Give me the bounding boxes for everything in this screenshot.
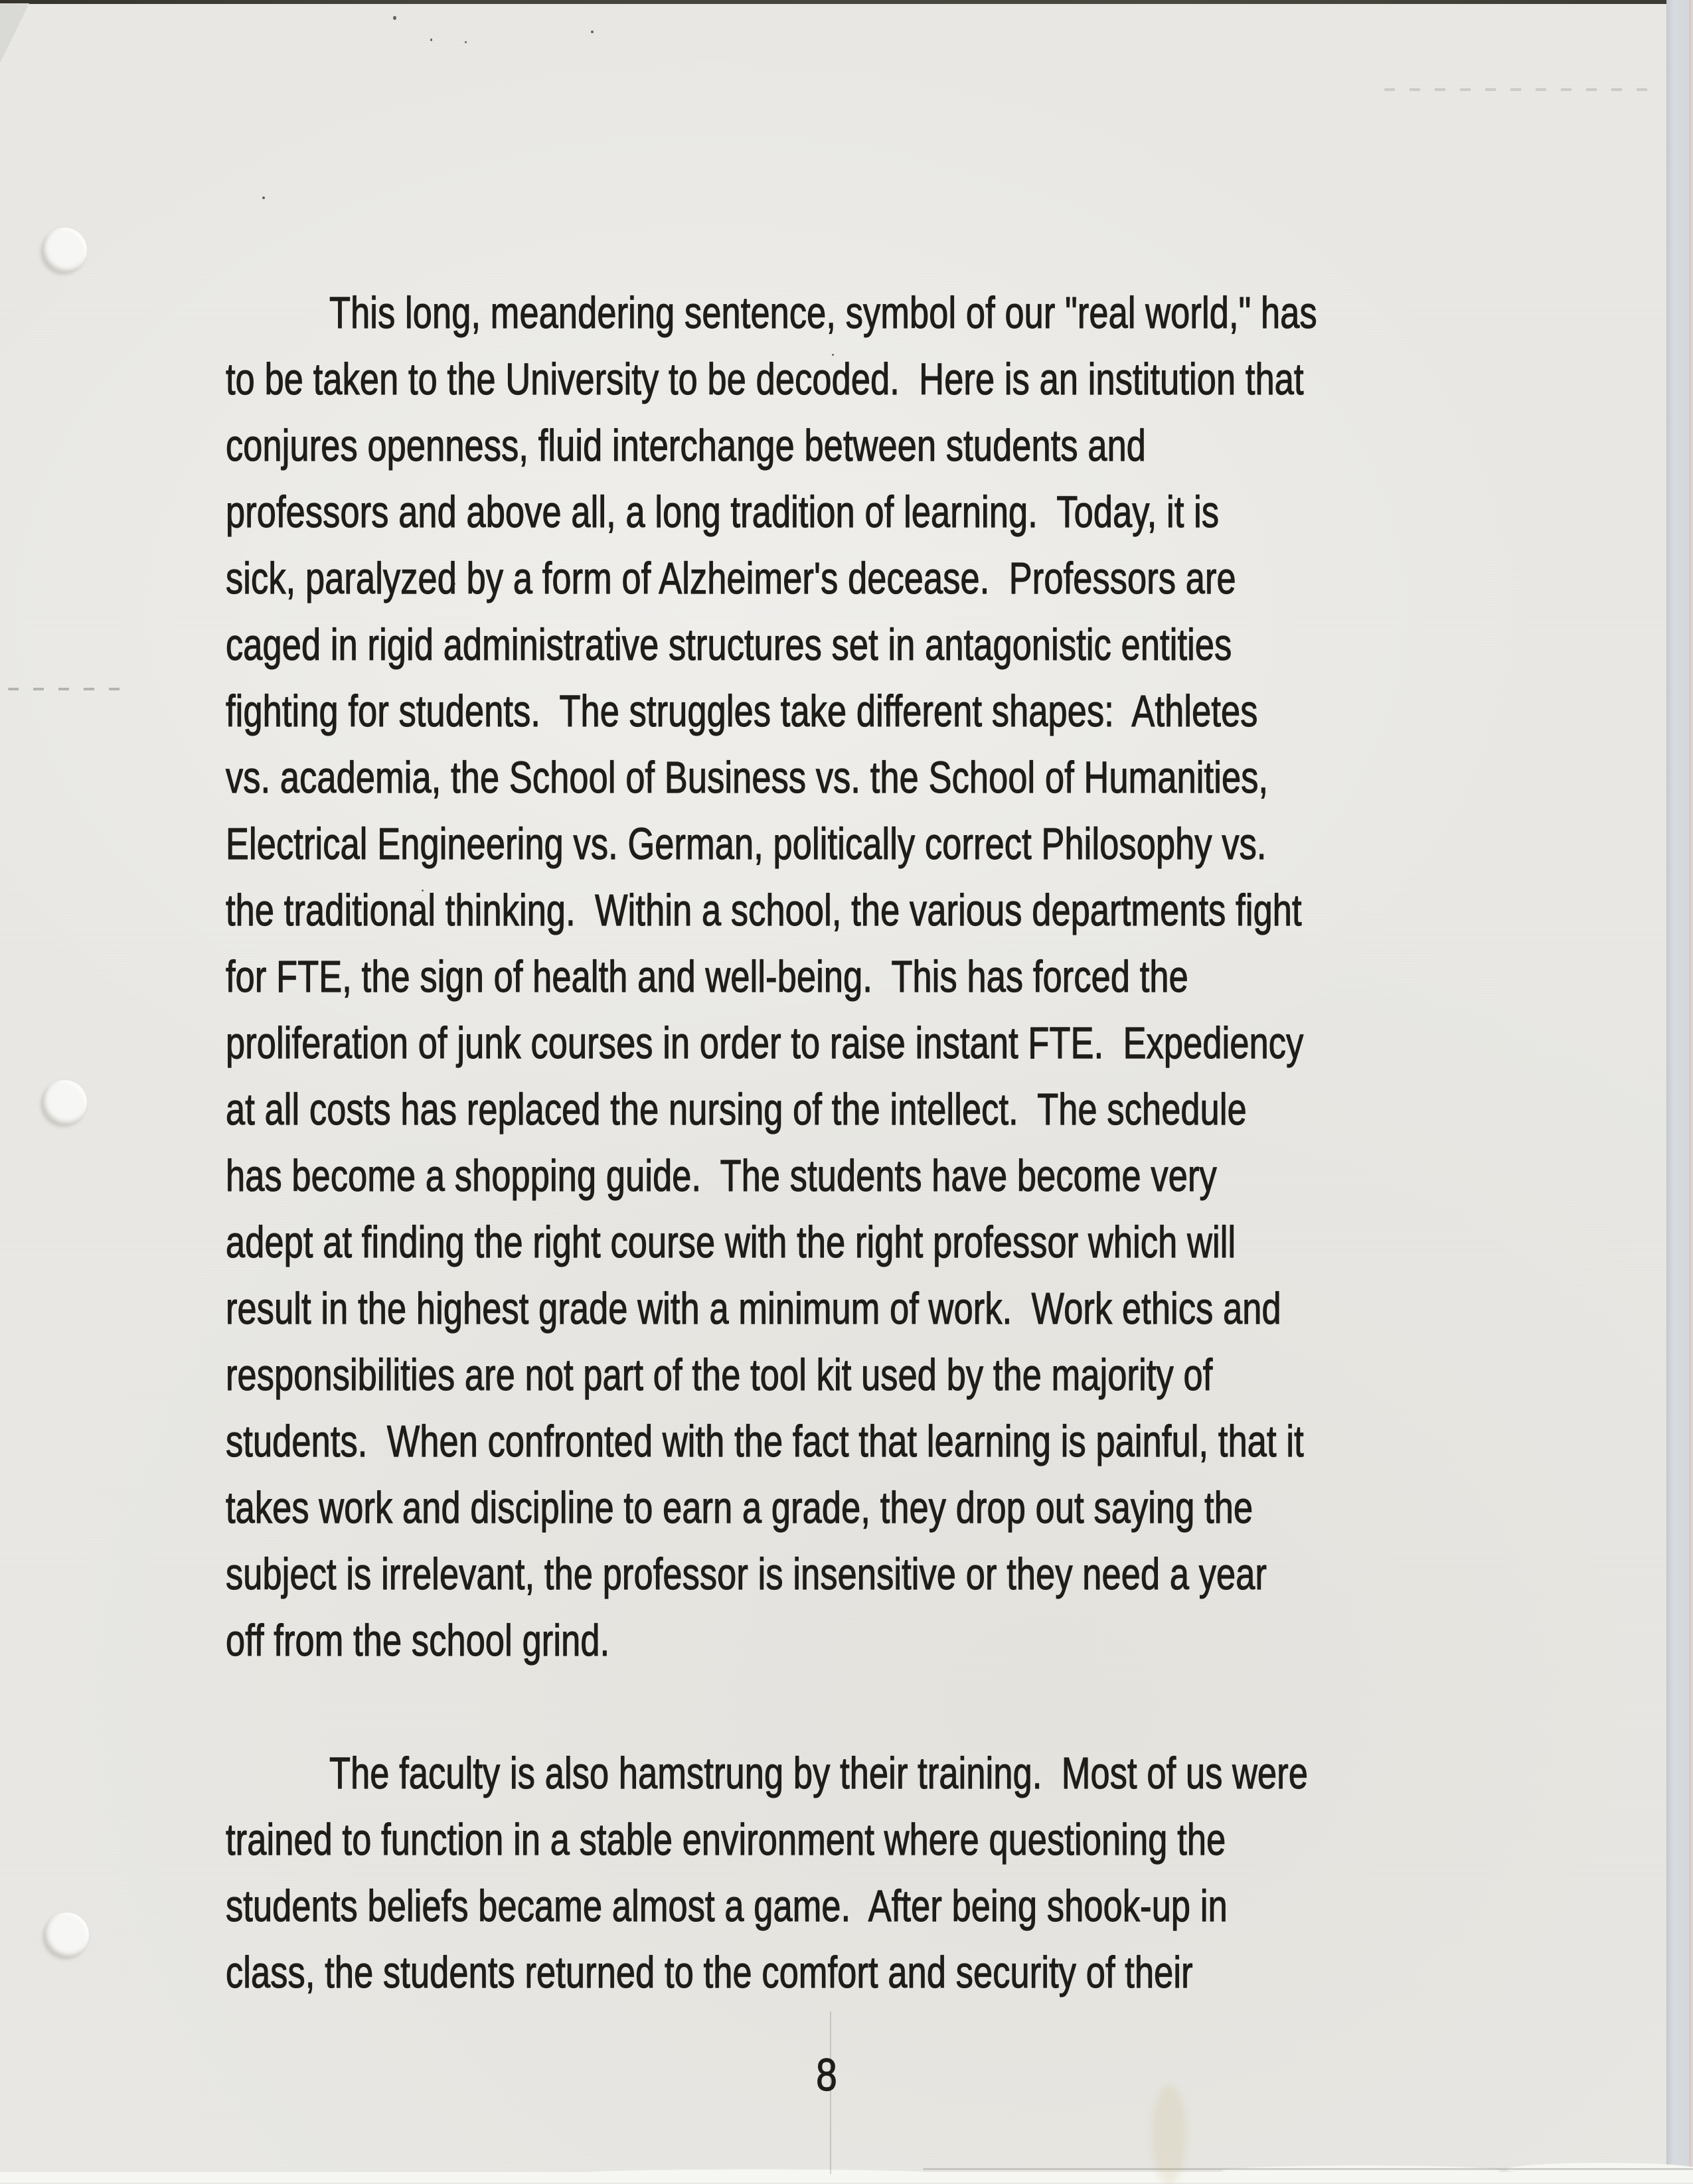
text-line: fighting for students. The struggles take different shapes: Athletes bbox=[226, 686, 1258, 736]
paper-stain bbox=[1152, 2084, 1186, 2184]
scan-top-edge-shadow bbox=[0, 0, 1693, 4]
text-line: The faculty is also hamstrung by their training. Most of us were bbox=[329, 1749, 1309, 1798]
dust-speck bbox=[591, 31, 594, 33]
text-line: responsibilities are not part of the tool kit used by the majority of bbox=[226, 1350, 1213, 1400]
paper-edge-irregularity bbox=[584, 2169, 929, 2176]
scan-corner-gap bbox=[0, 3, 29, 63]
dust-speck bbox=[262, 196, 265, 199]
text-line: proliferation of junk courses in order to raise instant FTE. Expediency bbox=[226, 1018, 1304, 1068]
text-line: result in the highest grade with a minimum of work. Work ethics and bbox=[226, 1284, 1281, 1334]
text-line: has become a shopping guide. The students have become very bbox=[226, 1151, 1217, 1201]
text-line: the traditional thinking. Within a school, the various departments fight bbox=[226, 886, 1302, 935]
text-line: at all costs has replaced the nursing of the intellect. The schedule bbox=[226, 1085, 1247, 1134]
text-line: to be taken to the University to be decoded. Here is an institution that bbox=[226, 354, 1304, 404]
text-line: for FTE, the sign of health and well-being. This has forced the bbox=[226, 952, 1188, 1002]
text-line: Electrical Engineering vs. German, politically correct Philosophy vs. bbox=[226, 819, 1267, 869]
dust-speck bbox=[393, 16, 396, 20]
punch-hole-middle bbox=[42, 1080, 87, 1125]
text-line: students beliefs became almost a game. After being shook-up in bbox=[226, 1881, 1228, 1931]
scanner-strip-highlight bbox=[1689, 0, 1691, 2183]
paragraph-1 bbox=[226, 280, 1417, 1674]
punch-hole-top bbox=[42, 228, 87, 273]
text-line: takes work and discipline to earn a grade, they drop out saying the bbox=[226, 1483, 1253, 1533]
dust-streak bbox=[1384, 88, 1656, 91]
text-line: vs. academia, the School of Business vs. the School of Humanities, bbox=[226, 753, 1269, 803]
text-line: caged in rigid administrative structures set in antagonistic entities bbox=[226, 620, 1232, 670]
text-line: professors and above all, a long tradition of learning. Today, it is bbox=[226, 487, 1220, 537]
punch-hole-bottom bbox=[44, 1912, 89, 1958]
text-line: class, the students returned to the comfort and security of their bbox=[226, 1948, 1193, 1997]
text-line: students. When confronted with the fact that learning is painful, that it bbox=[226, 1417, 1304, 1466]
dust-speck bbox=[465, 41, 467, 43]
body-text bbox=[226, 280, 1417, 2006]
paper-edge-irregularity bbox=[1222, 2165, 1500, 2176]
paragraph-2 bbox=[226, 1741, 1417, 2006]
text-line: off from the school grind. bbox=[226, 1616, 610, 1666]
text-line: This long, meandering sentence, symbol of our "real world," has bbox=[329, 288, 1317, 338]
text-line: sick, paralyzed by a form of Alzheimer's decease. Professors are bbox=[226, 554, 1236, 603]
pencil-dash-marks bbox=[8, 688, 134, 690]
text-line: subject is irrelevant, the professor is insensitive or they need a year bbox=[226, 1549, 1267, 1599]
text-line: adept at finding the right course with the right professor which will bbox=[226, 1217, 1236, 1267]
paper-edge-shadow bbox=[923, 2168, 1693, 2170]
text-line: conjures openness, fluid interchange between students and bbox=[226, 421, 1147, 471]
page-number: 8 bbox=[816, 2049, 837, 2100]
scanner-bed-right-strip bbox=[1666, 0, 1693, 2183]
text-line: trained to function in a stable environment where questioning the bbox=[226, 1815, 1226, 1865]
dust-speck bbox=[430, 39, 432, 41]
